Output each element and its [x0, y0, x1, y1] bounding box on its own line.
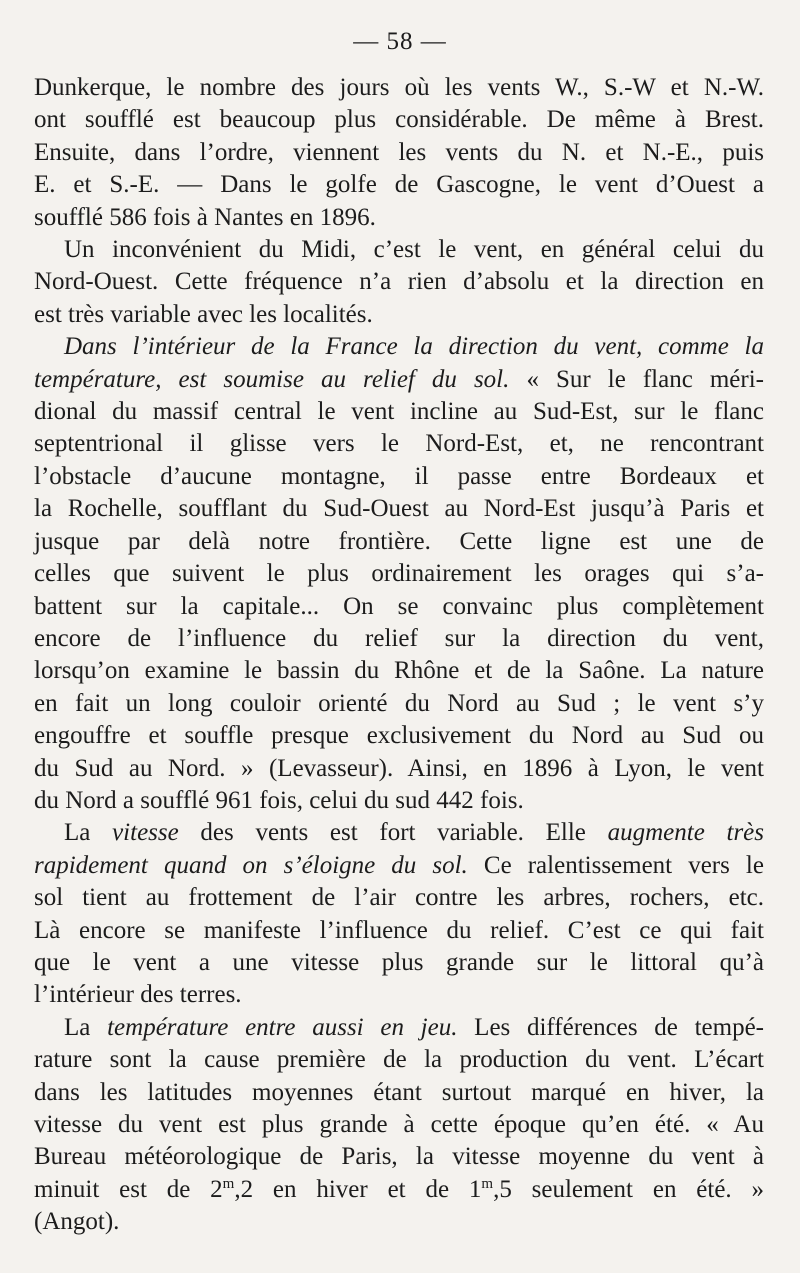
text-line: Ensuite, dans l’ordre, viennent les vents du N. et N.-E., puis [34, 138, 764, 166]
text-line: est très variable avec les localités. [34, 300, 373, 328]
text-line: lorsqu’on examine le bassin du Rhône et de la Saône. La nature [34, 657, 764, 685]
text-line: ont soufflé est beaucoup plus considérable. De même à Brest. [34, 106, 764, 134]
italic-text: rapidement quand on s’éloigne du sol. [34, 851, 468, 879]
text-line [34, 364, 764, 396]
text-line [34, 817, 764, 849]
text-line: E. et S.-E. — Dans le golfe de Gascogne, le vent d’Ouest a [34, 171, 764, 199]
text-line: du Nord a soufflé 961 fois, celui du sud 442 fois. [34, 786, 524, 814]
italic-text: Dans l’intérieur de la France la direction du vent, comme la [64, 333, 764, 361]
body-text [34, 72, 764, 1239]
text-line: rature sont la cause première de la production du vent. L’écart [34, 1046, 764, 1074]
text-run: minuit est de 2 [34, 1175, 223, 1203]
paragraph [34, 234, 764, 331]
text-line [34, 1012, 764, 1044]
paragraph [34, 1012, 764, 1239]
text-line: Bureau météorologique de Paris, la vitesse moyenne du vent à [34, 1143, 764, 1171]
text-line: jusque par delà notre frontière. Cette ligne est une de [34, 527, 764, 555]
text-line: celles que suivent le plus ordinairement les orages qui s’a- [34, 560, 764, 588]
text-line [34, 331, 764, 363]
paragraph [34, 72, 764, 234]
text-line: encore de l’influence du relief sur la direction du vent, [34, 624, 764, 652]
text-line: Là encore se manifeste l’influence du relief. C’est ce qui fait [34, 916, 764, 944]
text-line: septentrional il glisse vers le Nord-Est, et, ne rencontrant [34, 430, 764, 458]
text-line: soufflé 586 fois à Nantes en 1896. [34, 203, 376, 231]
text-line: dional du massif central le vent incline au Sud-Est, sur le flanc [34, 398, 764, 426]
text-run: des vents est fort variable. Elle [178, 819, 608, 847]
text-line: vitesse du vent est plus grande à cette époque qu’en été. « Au [34, 1111, 764, 1138]
text-line: du Sud au Nord. » (Levasseur). Ainsi, en 1896 à Lyon, le vent [34, 754, 764, 782]
text-line: engouffre et souffle presque exclusivement du Nord au Sud ou [34, 722, 764, 750]
text-line [34, 1174, 764, 1206]
text-line: que le vent a une vitesse plus grande sur le littoral qu’à [34, 948, 764, 976]
paragraph [34, 331, 764, 817]
text-line: l’obstacle d’aucune montagne, il passe entre Bordeaux et [34, 462, 764, 490]
text-run: ,5 seulement en été. » [493, 1175, 765, 1203]
text-line: dans les latitudes moyennes étant surtout marqué en hiver, la [34, 1078, 764, 1106]
text-run: ,2 en hiver et de 1 [234, 1175, 482, 1203]
italic-text: vitesse [112, 819, 179, 847]
paragraph [34, 817, 764, 1011]
text-line: la Rochelle, soufflant du Sud-Ouest au Nord-Est jusqu’à Paris et [34, 495, 764, 523]
text-line [34, 850, 764, 882]
italic-text: température entre aussi en jeu. [107, 1013, 458, 1041]
text-line: Nord-Ouest. Cette fréquence n’a rien d’absolu et la direction en [34, 268, 764, 296]
text-line: Dunkerque, le nombre des jours où les vents W., S.-W et N.-W. [34, 74, 764, 101]
text-run: La [64, 1013, 108, 1041]
text-line: sol tient au frottement de l’air contre les arbres, rochers, etc. [34, 884, 764, 912]
italic-text: augmente très [607, 819, 765, 847]
text-line: battent sur la capitale... On se convainc plus complètement [34, 592, 764, 620]
text-line: l’intérieur des terres. [34, 981, 242, 1009]
text-run: Ce ralentissement vers le [467, 851, 764, 879]
page-number: — 58 — [353, 28, 447, 55]
text-line: (Angot). [34, 1208, 120, 1236]
text-line: en fait un long couloir orienté du Nord au Sud ; le vent s’y [34, 689, 764, 717]
text-run: Les différences de tempé- [457, 1013, 764, 1041]
text-run: La [64, 819, 113, 847]
text-line: Un inconvénient du Midi, c’est le vent, en général celui du [64, 236, 764, 264]
text-run: « Sur le flanc méri- [509, 365, 764, 393]
superscript: m [222, 1175, 235, 1192]
superscript: m [481, 1175, 494, 1192]
italic-text: température, est soumise au relief du sol. [34, 365, 510, 393]
